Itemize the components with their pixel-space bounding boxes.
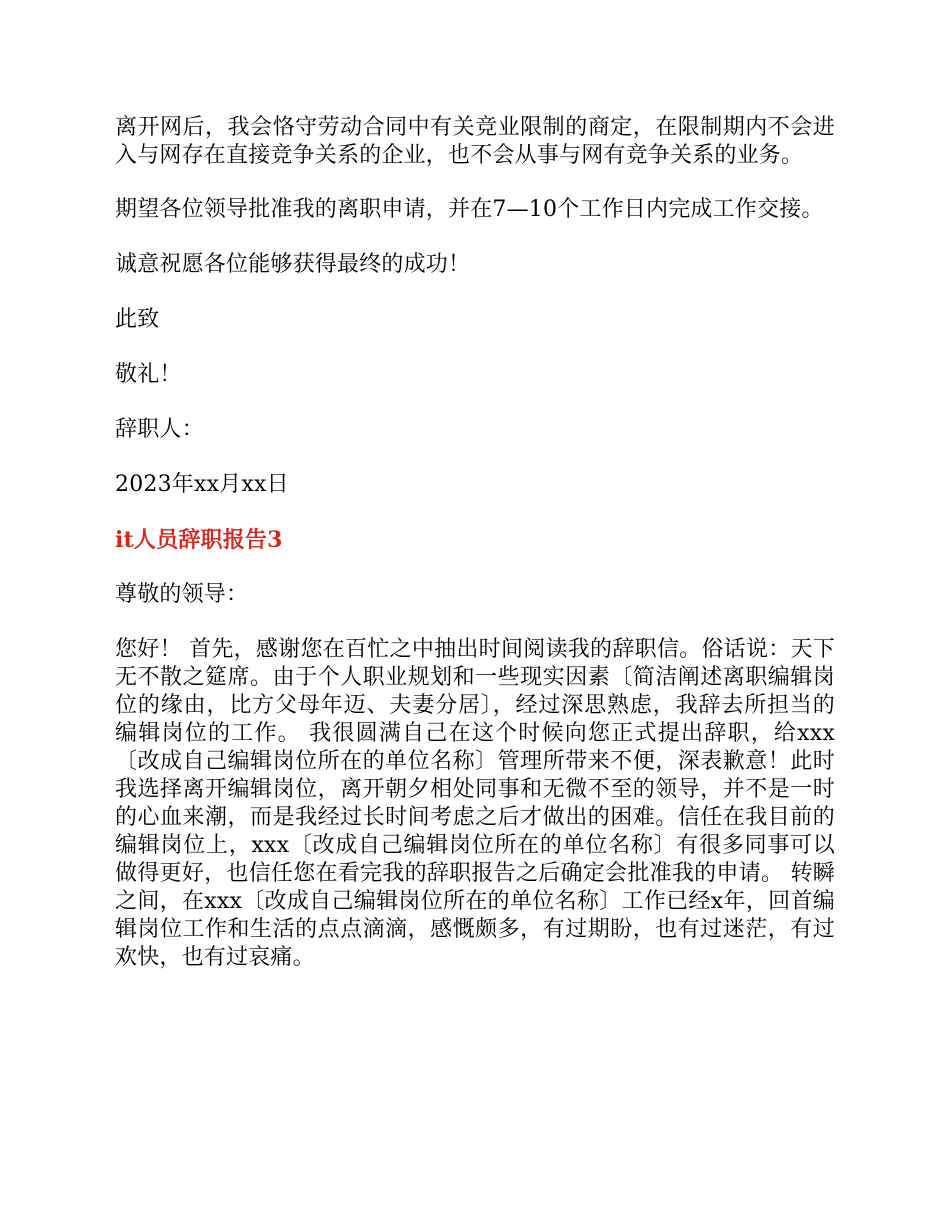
signature-label: 辞职人：	[115, 417, 204, 442]
section-heading: it人员辞职报告3	[115, 527, 283, 553]
approval-request-paragraph: 期望各位领导批准我的离职申请，并在7—10个工作日内完成工作交接。	[115, 197, 824, 222]
date-line: 2023年xx月xx日	[115, 472, 289, 497]
non-compete-paragraph: 离开网后，我会恪守劳动合同中有关竞业限制的商定，在限制期内不会进入与网存在直接竞争关系的企业，也不会从事与网有竞争关系的业务。	[115, 115, 835, 168]
closing-jingli: 敬礼！	[115, 362, 182, 387]
closing-cizhi: 此致	[115, 307, 160, 332]
document-page	[115, 114, 835, 972]
letter-body-paragraph: 您好！ 首先，感谢您在百忙之中抽出时间阅读我的辞职信。俗话说：天下无不散之筵席。由于个人职业规划和一些现实因素〔简洁阐述离职编辑岗位的缘由，比方父母年迈、夫妻分居〕，经过深思熟虑，我辞去所担当的编辑岗位的工作。 我很圆满自己在这个时候向您正式提出辞职，给xxx〔改成自己编辑岗位所在的单位名称〕管理所带来不便，深表歉意！此时我选择离开编辑岗位，离开朝夕相处同事和无微不至的领导，并不是一时的心血来潮，而是我经过长时间考虑之后才做出的困难。信任在我目前的编辑岗位上，xxx〔改成自己编辑岗位所在的单位名称〕有很多同事可以做得更好，也信任您在看完我的辞职报告之后确定会批准我的申请。 转瞬之间，在xxx〔改成自己编辑岗位所在的单位名称〕工作已经x年，回首编辑岗位工作和生活的点点滴滴，感慨颇多，有过期盼，也有过迷茫，有过欢快，也有过哀痛。	[115, 637, 835, 970]
wishes-paragraph: 诚意祝愿各位能够获得最终的成功！	[115, 252, 471, 277]
salutation: 尊敬的领导：	[115, 582, 249, 607]
